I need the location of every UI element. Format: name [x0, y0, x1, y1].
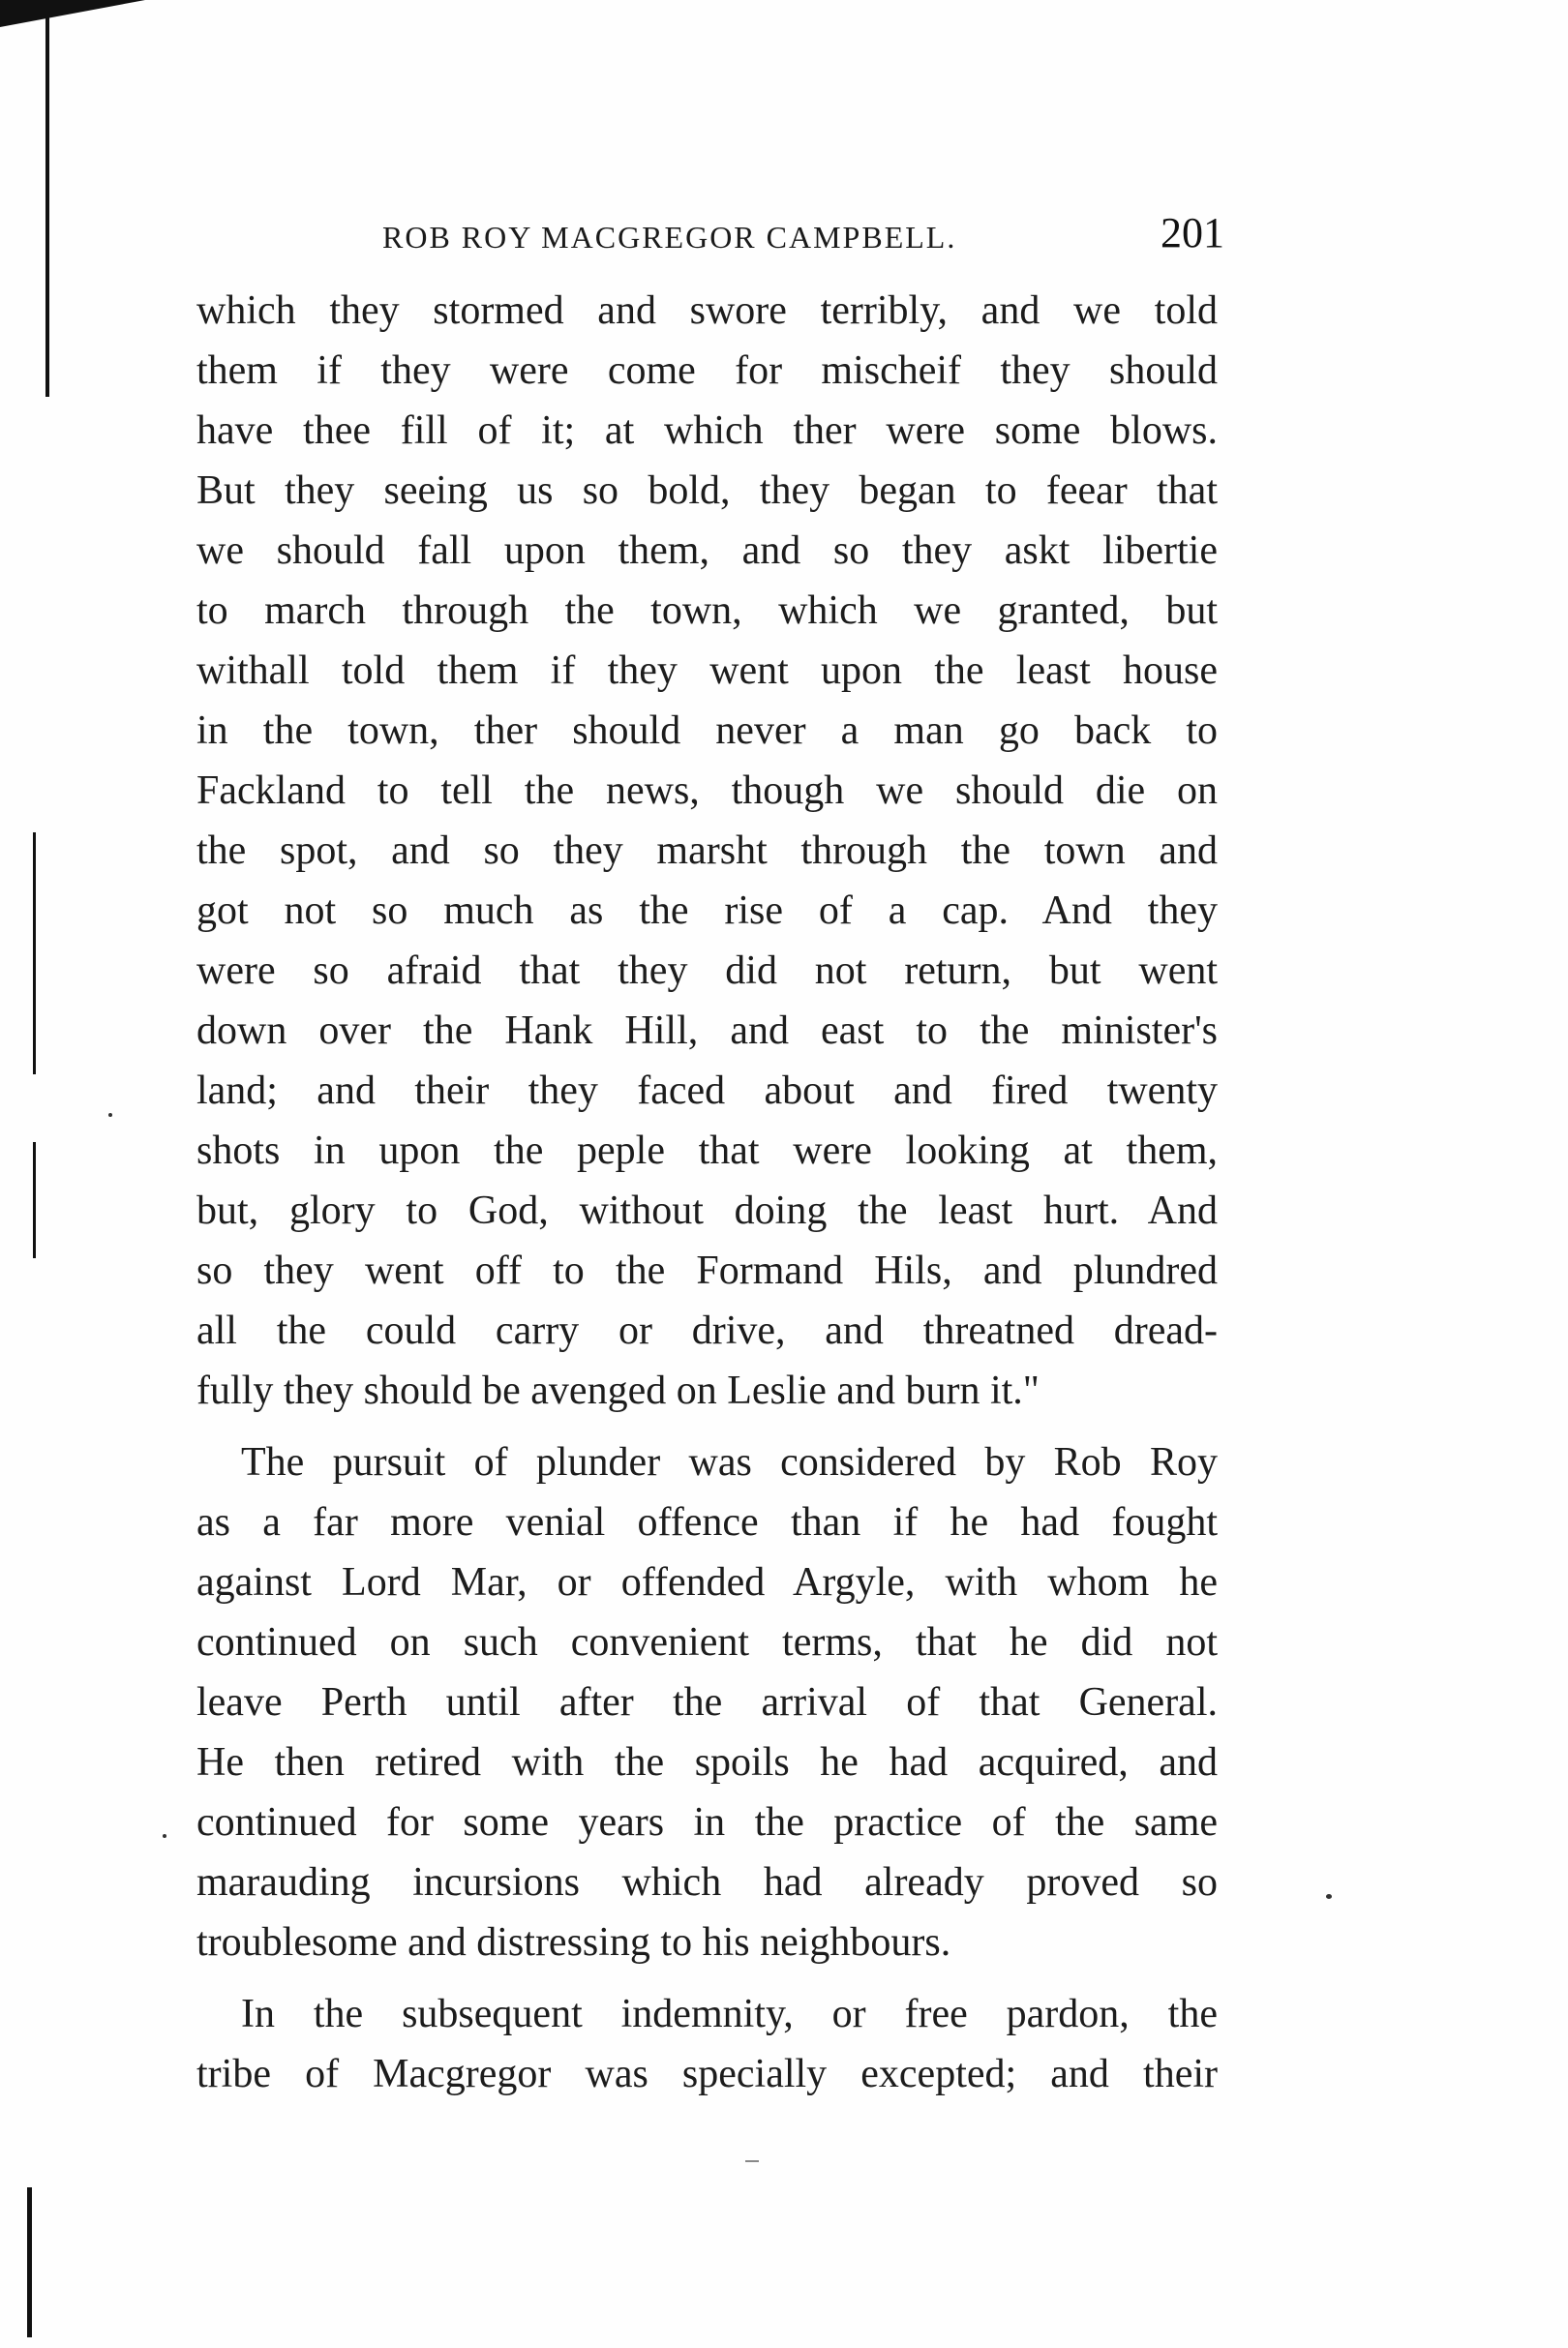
- text-line: them if they were come for mischeif they should: [196, 348, 1218, 393]
- scan-speck: [163, 1834, 166, 1838]
- text-line: But they seeing us so bold, they began to feear that: [196, 468, 1218, 513]
- text-line: were so afraid that they did not return, but went: [196, 948, 1218, 993]
- text-line: in the town, ther should never a man go back to: [196, 708, 1218, 753]
- text-line: all the could carry or drive, and threatned dread-: [196, 1309, 1218, 1353]
- text-line: land; and their they faced about and fired twenty: [196, 1069, 1218, 1113]
- text-line: leave Perth until after the arrival of that General.: [196, 1680, 1218, 1725]
- text-line: against Lord Mar, or offended Argyle, with whom he: [196, 1560, 1218, 1605]
- scan-edge-shadow: [33, 832, 36, 1074]
- text-line: but, glory to God, without doing the least hurt. And: [196, 1189, 1218, 1233]
- text-line: got not so much as the rise of a cap. And they: [196, 888, 1218, 933]
- text-line: so they went off to the Formand Hils, and plundred: [196, 1249, 1218, 1293]
- text-line: tribe of Macgregor was specially excepted; and their: [196, 2052, 1218, 2096]
- scan-shadow-corner: [0, 0, 145, 27]
- text-line: down over the Hank Hill, and east to the minister's: [196, 1008, 1218, 1053]
- paragraph: [196, 1984, 1218, 2104]
- running-title: ROB ROY MACGREGOR CAMPBELL.: [382, 220, 957, 255]
- text-line: Fackland to tell the news, though we should die on: [196, 768, 1218, 813]
- text-line: He then retired with the spoils he had acquired, and: [196, 1740, 1218, 1785]
- text-line: In the subsequent indemnity, or free pardon, the: [241, 1992, 1218, 2036]
- paragraph: [196, 281, 1218, 1421]
- scan-speck: [1326, 1894, 1332, 1899]
- text-line: fully they should be avenged on Leslie and burn it.": [196, 1369, 1040, 1413]
- text-line: which they stormed and swore terribly, and we told: [196, 288, 1218, 333]
- scan-edge-shadow: [27, 2187, 32, 2337]
- text-line: shots in upon the peple that were looking at them,: [196, 1129, 1218, 1173]
- text-line: as a far more venial offence than if he had fought: [196, 1500, 1218, 1545]
- footer-mark: [745, 2160, 759, 2162]
- text-line: we should fall upon them, and so they askt libertie: [196, 528, 1218, 573]
- text-line: the spot, and so they marsht through the town and: [196, 828, 1218, 873]
- text-line: marauding incursions which had already proved so: [196, 1860, 1218, 1905]
- text-line: have thee fill of it; at which ther were some blows.: [196, 408, 1218, 453]
- text-line: continued for some years in the practice of the same: [196, 1800, 1218, 1845]
- text-line: withall told them if they went upon the least house: [196, 648, 1218, 693]
- scan-edge-shadow: [45, 10, 49, 397]
- scan-edge-shadow: [33, 1142, 36, 1258]
- text-line: The pursuit of plunder was considered by Rob Roy: [241, 1440, 1218, 1485]
- running-head: [382, 203, 1224, 261]
- text-line: continued on such convenient terms, that he did not: [196, 1620, 1218, 1665]
- paragraph: [196, 1432, 1218, 1972]
- text-line: to march through the town, which we granted, but: [196, 588, 1218, 633]
- text-line: troublesome and distressing to his neighbours.: [196, 1920, 951, 1965]
- scan-speck: [108, 1113, 112, 1117]
- page-number: 201: [1161, 209, 1224, 256]
- body-text: [196, 281, 1218, 2104]
